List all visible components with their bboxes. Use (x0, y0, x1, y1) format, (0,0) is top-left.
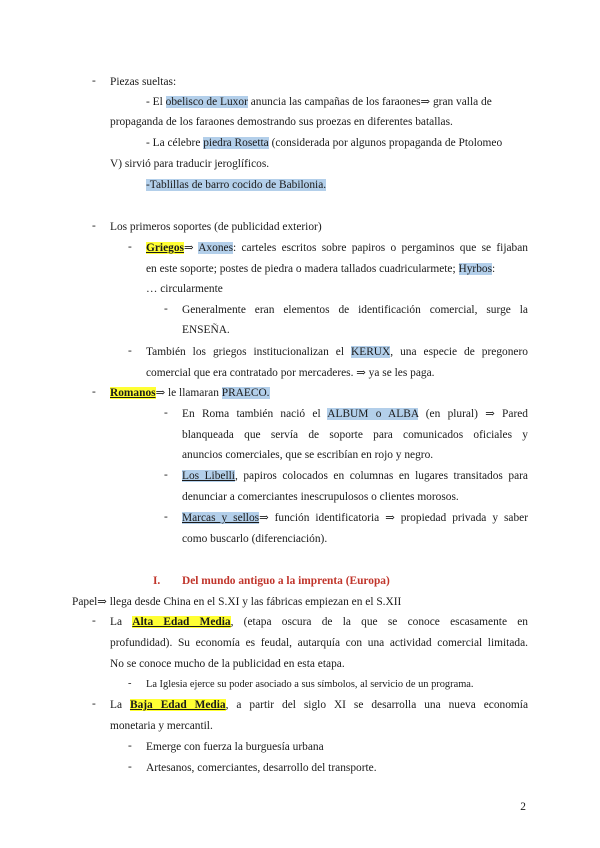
bullet-dash: - (128, 761, 132, 773)
bullet-dash: - (164, 469, 168, 481)
highlight-marcas-sellos: Marcas y sellos (182, 512, 260, 524)
section-title: Del mundo antiguo a la imprenta (Europa) (182, 575, 390, 587)
heading-piezas-sueltas: Piezas sueltas: (110, 76, 177, 88)
paragraph-line: monetaria y mercantil. (110, 720, 213, 732)
bullet-dash: - (164, 303, 168, 315)
paragraph-line: En Roma también nació el ALBUM o ALBA (en plural) ⇒ Pared (182, 408, 528, 420)
bullet-dash: - (92, 698, 96, 710)
page-number: 2 (520, 801, 526, 813)
bullet-dash: - (92, 386, 96, 398)
paragraph-line: comercial que era contratado por mercaderes. ⇒ ya se les paga. (146, 367, 435, 379)
bullet-dash: - (92, 75, 96, 87)
bullet-dash: - (128, 345, 132, 357)
paragraph-line: Generalmente eran elementos de identificación comercial, surge la (182, 304, 528, 316)
bullet-dash: - (164, 511, 168, 523)
paragraph-line: No se conoce mucho de la publicidad en esta etapa. (110, 658, 345, 670)
paragraph-line: Romanos⇒ le llamaran PRAECO. (110, 387, 270, 399)
bullet-dash: - (92, 615, 96, 627)
highlight-album: ALBUM o ALBA (327, 408, 419, 420)
bullet-dash: - (128, 241, 132, 253)
paragraph-line: … circularmente (146, 283, 223, 295)
paragraph-line: Emerge con fuerza la burguesía urbana (146, 741, 324, 753)
section-number: I. (153, 575, 161, 587)
paragraph-line: profundidad). Su economía es feudal, autarquía con una actividad comercial limitada. (110, 637, 528, 649)
highlight-hyrbos: Hyrbos (458, 263, 493, 275)
paragraph-line: propaganda de los faraones demostrando sus proezas en diferentes batallas. (110, 116, 453, 128)
highlight-axones: Axones (198, 242, 234, 254)
paragraph-line: -Tablillas de barro cocido de Babilonia. (146, 179, 327, 191)
bullet-dash: - (128, 678, 132, 689)
paragraph-line: en este soporte; postes de piedra o madera tallados cuadricularmete; Hyrbos: (146, 263, 496, 275)
highlight-alta-edad-media: Alta Edad Media (132, 616, 231, 628)
paragraph-line: La Alta Edad Media, (etapa oscura de la que se conoce escasamente en (110, 616, 528, 628)
paragraph-line: Papel⇒ llega desde China en el S.XI y las fábricas empiezan en el S.XII (72, 596, 402, 608)
paragraph-line: La Baja Edad Media, a partir del siglo XI se desarrolla una nueva economía (110, 699, 528, 711)
highlight-obelisco: obelisco de Luxor (165, 96, 248, 108)
heading-primeros-soportes: Los primeros soportes (de publicidad exterior) (110, 221, 322, 233)
highlight-baja-edad-media: Baja Edad Media (129, 699, 226, 711)
bullet-dash: - (164, 407, 168, 419)
paragraph-line: ENSEÑA. (182, 324, 230, 336)
paragraph-line: También los griegos institucionalizan el KERUX, una especie de pregonero (146, 346, 528, 358)
paragraph-line: - La célebre piedra Rosetta (considerada por algunos propaganda de Ptolomeo (146, 137, 503, 149)
highlight-piedra-rosetta: piedra Rosetta (203, 137, 269, 149)
paragraph-line: V) sirvió para traducir jeroglíficos. (110, 158, 270, 170)
highlight-tablillas: Tablillas de barro cocido de Babilonia. (149, 179, 327, 191)
bullet-dash: - (128, 740, 132, 752)
paragraph-line: denunciar a comerciantes inescrupulosos o clientes morosos. (182, 491, 459, 503)
paragraph-line: Marcas y sellos⇒ función identificatoria ⇒ propiedad privada y saber (182, 512, 529, 524)
paragraph-line: La Iglesia ejerce su poder asociado a sus símbolos, al servicio de un programa. (146, 679, 474, 690)
paragraph-line: anuncios comerciales, que se escribían en rojo y negro. (182, 449, 434, 461)
paragraph-line: - El obelisco de Luxor anuncia las campañas de los faraones⇒ gran valla de (146, 96, 492, 108)
paragraph-line: Artesanos, comerciantes, desarrollo del transporte. (146, 762, 377, 774)
paragraph-line: Los Libelli, papiros colocados en columnas en lugares transitados para (182, 470, 528, 482)
paragraph-line: como buscarlo (diferenciación). (182, 533, 328, 545)
paragraph-line: Griegos⇒ Axones: carteles escritos sobre papiros o pergaminos que se fijaban (146, 242, 528, 254)
highlight-griegos: Griegos (146, 242, 184, 254)
paragraph-line: blanqueada que servía de soporte para comunicados oficiales y (182, 429, 528, 441)
highlight-praeco: PRAECO. (221, 387, 270, 399)
bullet-dash: - (92, 220, 96, 232)
highlight-romanos: Romanos (110, 387, 156, 399)
highlight-kerux: KERUX (351, 346, 391, 358)
highlight-libelli: Los Libelli (182, 470, 235, 482)
